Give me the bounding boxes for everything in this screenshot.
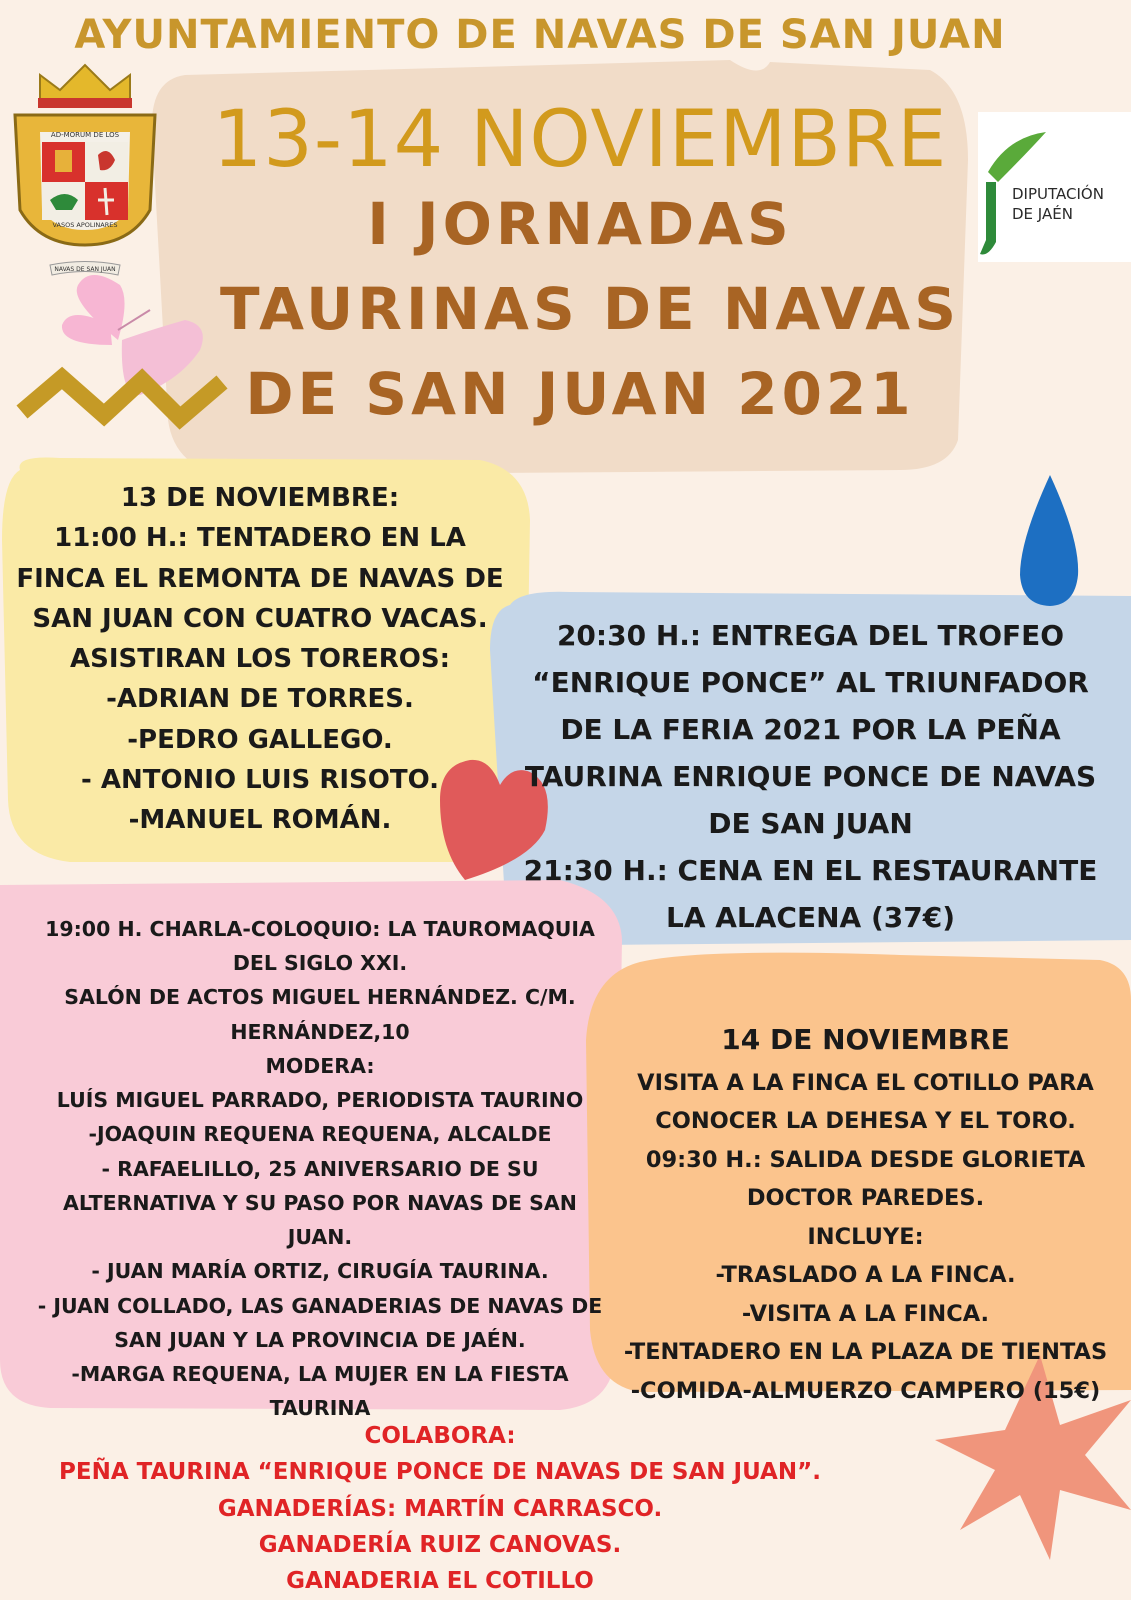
talk-line: DEL SIGLO XXI. bbox=[232, 951, 408, 976]
evening-line: DE SAN JUAN bbox=[708, 807, 913, 841]
day14-line: CONOCER LA DEHESA Y EL TORO. bbox=[655, 1108, 1076, 1135]
talk-line: - JUAN MARÍA ORTIZ, CIRUGÍA TAURINA. bbox=[91, 1259, 549, 1284]
day13-section bbox=[0, 478, 520, 841]
talk-line: -MARGA REQUENA, LA MUJER EN LA FIESTA bbox=[71, 1362, 569, 1387]
title-line-1: I JORNADAS bbox=[367, 190, 793, 258]
event-dates: 13-14 NOVIEMBRE bbox=[212, 95, 948, 185]
collaborators-section bbox=[0, 1418, 880, 1600]
evening-line: 20:30 H.: ENTREGA DEL TROFEO bbox=[556, 619, 1065, 652]
evening-line: TAURINA ENRIQUE PONCE DE NAVAS bbox=[524, 760, 1097, 794]
evening-section bbox=[490, 612, 1131, 941]
talk-line: MODERA: bbox=[265, 1053, 375, 1078]
day13-line: 11:00 H.: TENTADERO EN LA bbox=[54, 523, 466, 554]
day14-line: INCLUYE: bbox=[807, 1223, 924, 1250]
talk-line: LUÍS MIGUEL PARRADO, PERIODISTA TAURINO bbox=[56, 1088, 584, 1113]
diputacion-line-1: DIPUTACIÓN bbox=[1012, 185, 1104, 203]
evening-line: 21:30 H.: CENA EN EL RESTAURANTE bbox=[523, 854, 1098, 888]
day13-line: -PEDRO GALLEGO. bbox=[127, 724, 393, 755]
day14-line: VISITA A LA FINCA EL COTILLO PARA bbox=[637, 1069, 1094, 1096]
talk-line: -JOAQUIN REQUENA REQUENA, ALCALDE bbox=[88, 1122, 552, 1147]
day14-heading: 14 DE NOVIEMBRE bbox=[721, 1023, 1010, 1056]
diputacion-line-2: DE JAÉN bbox=[1012, 205, 1073, 224]
day13-line: FINCA EL REMONTA DE NAVAS DE bbox=[16, 563, 504, 594]
evening-line: DE LA FERIA 2021 POR LA PEÑA bbox=[560, 713, 1061, 747]
crest-motto-bottom: VASOS APOLINARES bbox=[52, 221, 118, 229]
day14-section bbox=[600, 1016, 1131, 1410]
day14-line: -VISITA A LA FINCA. bbox=[741, 1300, 990, 1327]
organization-title: AYUNTAMIENTO DE NAVAS DE SAN JUAN bbox=[74, 12, 1006, 58]
collaborator-line: COLABORA: bbox=[364, 1423, 516, 1449]
collaborator-line: PEÑA TAURINA “ENRIQUE PONCE DE NAVAS DE SAN JUAN”. bbox=[59, 1459, 821, 1486]
talk-line: JUAN. bbox=[287, 1225, 353, 1250]
coat-of-arms-icon bbox=[10, 60, 160, 290]
collaborator-line: GANADERÍAS: MARTÍN CARRASCO. bbox=[217, 1495, 663, 1522]
talk-line: SAN JUAN Y LA PROVINCIA DE JAÉN. bbox=[114, 1327, 526, 1352]
diputacion-name bbox=[1012, 184, 1104, 225]
collaborator-line: GANADERIA EL COTILLO bbox=[286, 1568, 594, 1595]
evening-line: LA ALACENA (37€) bbox=[665, 901, 955, 935]
talk-line: - RAFAELILLO, 25 ANIVERSARIO DE SU bbox=[101, 1156, 539, 1181]
evening-line: “ENRIQUE PONCE” AL TRIUNFADOR bbox=[532, 666, 1089, 700]
day13-line: -ADRIAN DE TORRES. bbox=[106, 684, 414, 715]
talk-section bbox=[0, 912, 640, 1426]
diputacion-logo bbox=[978, 112, 1131, 262]
talk-line: ALTERNATIVA Y SU PASO POR NAVAS DE SAN bbox=[63, 1190, 577, 1215]
day14-line: -TENTADERO EN LA PLAZA DE TIENTAS bbox=[623, 1339, 1108, 1366]
day14-line: 09:30 H.: SALIDA DESDE GLORIETA bbox=[645, 1146, 1086, 1173]
day13-line: ASISTIRAN LOS TOREROS: bbox=[70, 644, 450, 675]
day14-line: DOCTOR PAREDES. bbox=[746, 1185, 985, 1212]
crest-motto-top: AD-MORUM DE LOS bbox=[50, 131, 120, 139]
collaborator-line: GANADERÍA RUIZ CANOVAS. bbox=[258, 1531, 622, 1558]
talk-line: 19:00 H. CHARLA-COLOQUIO: LA TAUROMAQUIA bbox=[45, 917, 595, 941]
drop-shape bbox=[1020, 475, 1078, 606]
day13-line: SAN JUAN CON CUATRO VACAS. bbox=[32, 603, 488, 634]
talk-line: TAURINA bbox=[269, 1396, 371, 1421]
talk-line: HERNÁNDEZ,10 bbox=[230, 1019, 410, 1044]
title-line-2: TAURINAS DE NAVAS bbox=[220, 275, 960, 343]
day14-line: -COMIDA-ALMUERZO CAMPERO (15€) bbox=[630, 1377, 1101, 1404]
talk-line: - JUAN COLLADO, LAS GANADERIAS DE NAVAS DE bbox=[37, 1293, 603, 1318]
day13-line: -MANUEL ROMÁN. bbox=[128, 805, 392, 836]
day13-heading: 13 DE NOVIEMBRE: bbox=[120, 483, 400, 513]
crest-ribbon: NAVAS DE SAN JUAN bbox=[54, 266, 116, 273]
day13-line: - ANTONIO LUIS RISOTO. bbox=[80, 765, 440, 796]
day14-line: -TRASLADO A LA FINCA. bbox=[715, 1262, 1016, 1289]
talk-line: SALÓN DE ACTOS MIGUEL HERNÁNDEZ. C/M. bbox=[64, 985, 576, 1010]
title-line-3: DE SAN JUAN 2021 bbox=[245, 360, 915, 428]
